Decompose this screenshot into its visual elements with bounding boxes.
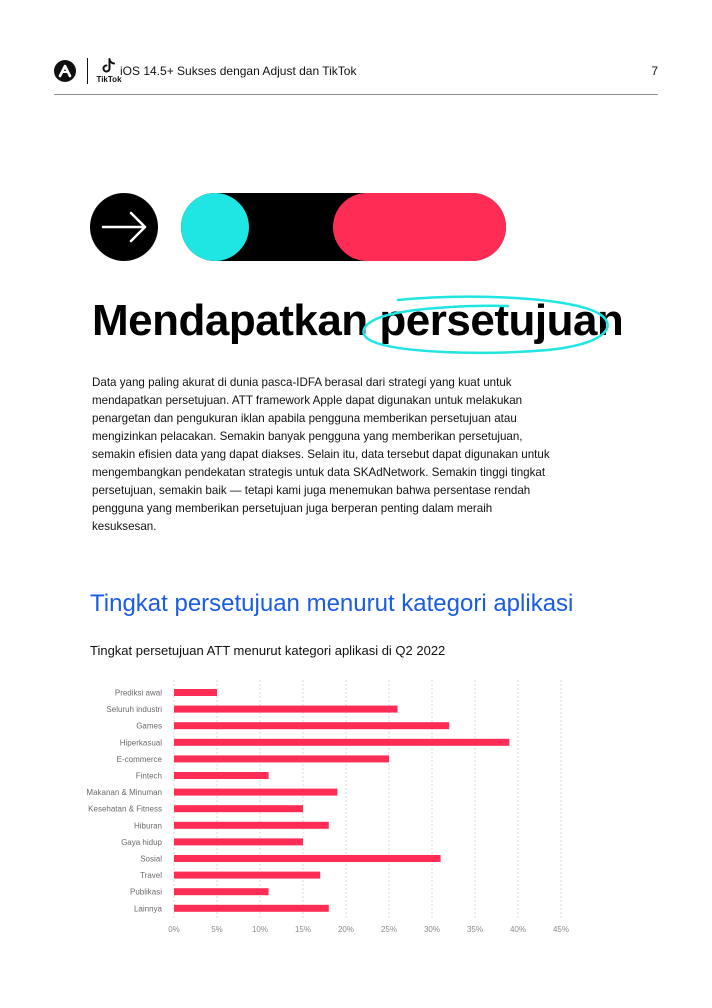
bar-makanan-minuman [174, 789, 337, 796]
y-category-label: Publikasi [129, 887, 162, 897]
bar-chart [0, 670, 712, 940]
page-number: 7 [651, 64, 658, 78]
bar-games [174, 722, 449, 729]
y-category-label: Gaya hidup [121, 837, 162, 847]
y-category-label: Travel [140, 871, 162, 881]
y-category-label: Lainnya [133, 904, 162, 914]
adjust-logo [54, 60, 76, 82]
x-tick-label: 5% [211, 924, 223, 934]
arrow-right-icon [90, 193, 158, 261]
bar-prediksi-awal [174, 689, 217, 696]
x-tick-label: 25% [380, 924, 398, 934]
x-tick-label: 20% [337, 924, 355, 934]
section-heading: Tingkat persetujuan menurut kategori aplikasi [90, 590, 574, 617]
x-tick-label: 40% [509, 924, 527, 934]
y-category-label: Fintech [135, 771, 162, 781]
header-title: iOS 14.5+ Sukses dengan Adjust dan TikTok [120, 64, 357, 78]
x-tick-label: 45% [552, 924, 570, 934]
y-category-label: E-commerce [116, 754, 162, 764]
page-header [54, 56, 658, 95]
bar-kesehatan-fitness [174, 805, 303, 812]
y-category-label: Kesehatan & Fitness [88, 804, 162, 814]
bar-lainnya [174, 905, 329, 912]
logo-divider [87, 58, 88, 84]
body-paragraph: Data yang paling akurat di dunia pasca-IDFA berasal dari strategi yang kuat untuk mendapatkan persetujuan. ATT framework Apple dapat digunakan untuk melakukan penargetan dan pengukuran iklan apabila pengguna memberikan persetujuan atau mengizinkan pelacakan. Semakin banyak pengguna yang memberikan persetujuan, semakin efisien data yang dapat diakses. Selain itu, data tersebut dapat digunakan untuk mengembangkan pendekatan strategis untuk data SKAdNetwork. Semakin tinggi tingkat persetujuan, semakin baik — tetapi kami juga menemukan bahwa persentase rendah pengguna yang memberikan persetujuan juga berperan penting dalam meraih kesuksesan. [92, 376, 550, 533]
y-category-label: Seluruh industri [106, 705, 162, 715]
bar-travel [174, 872, 320, 879]
y-category-label: Hiburan [133, 821, 162, 831]
bar-hiperkasual [174, 739, 509, 746]
y-category-label: Hiperkasual [119, 738, 162, 748]
y-category-label: Games [136, 721, 162, 731]
bar-seluruh-industri [174, 706, 398, 713]
bar-hiburan [174, 822, 329, 829]
x-tick-label: 0% [168, 924, 180, 934]
y-category-label: Makanan & Minuman [86, 788, 162, 798]
arrow-circle [90, 193, 158, 261]
swoosh-highlight [358, 292, 620, 358]
bar-publikasi [174, 888, 269, 895]
tiktok-wordmark: TikTok [96, 75, 122, 84]
x-tick-label: 15% [294, 924, 312, 934]
bar-fintech [174, 772, 269, 779]
decorative-cyan-circle [181, 193, 249, 261]
chart-title: Tingkat persetujuan ATT menurut kategori aplikasi di Q2 2022 [90, 643, 446, 658]
title-part-2: persetujuan [379, 296, 624, 345]
x-tick-label: 10% [251, 924, 269, 934]
y-category-label: Sosial [140, 854, 162, 864]
bar-gaya-hidup [174, 838, 303, 845]
y-category-label: Prediksi awal [114, 688, 162, 698]
title-part-1: Mendapatkan [92, 296, 368, 345]
bar-sosial [174, 855, 441, 862]
x-tick-label: 35% [466, 924, 484, 934]
bar-e-commerce [174, 755, 389, 762]
adjust-a-icon [54, 60, 76, 82]
decorative-red-pill [333, 193, 506, 261]
x-tick-label: 30% [423, 924, 441, 934]
